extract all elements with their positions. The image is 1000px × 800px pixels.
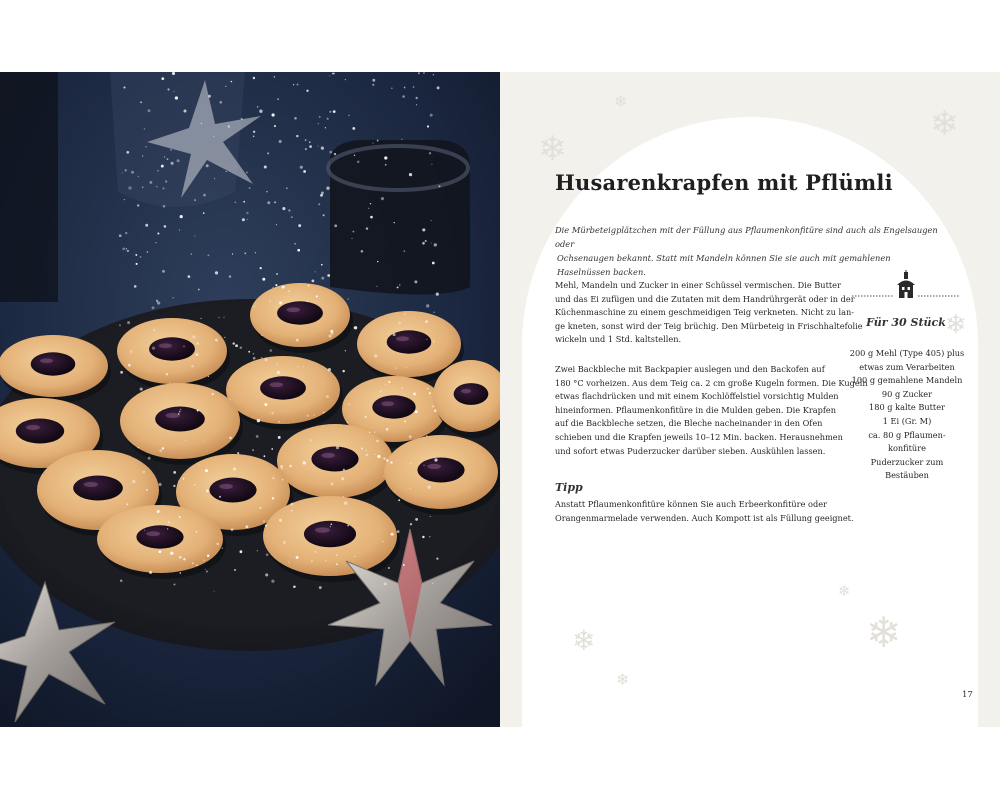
step-line: und das Ei zufügen und die Zutaten mit dem Handrührgerät oder in der [555,293,855,304]
ingredient-item: ca. 80 g Pflaumen- [868,429,946,440]
ingredient-item: konfitüre [888,443,926,454]
snowflake-icon: ❄ [616,670,630,689]
method-step-1 [555,279,863,347]
step-line: auf die Backbleche setzen, die Bleche nacheinander in den Ofen [555,418,823,429]
photo-glass-jar [330,140,470,295]
intro-line: Die Mürbeteigplätzchen mit der Füllung aus Pflaumenkonfitüre sind auch als Engelsaugen oder [555,225,938,249]
photo-page [0,72,500,727]
step-line: etwas flachdrücken und mit einem Kochlöffelstiel vorsichtig Mulden [555,391,839,402]
ingredient-item: 180 g kalte Butter [869,402,945,413]
step-line: und sofort etwas Puderzucker darüber sieben. Auskühlen lassen. [555,445,826,456]
step-line: Mehl, Mandeln und Zucker in einer Schüssel vermischen. Die Butter [555,280,841,290]
tip-text [555,497,855,525]
step-line: schieben und die Krapfen jeweils 10–12 Min. backen. Herausnehmen [555,431,843,442]
snowflake-icon: ❄ [614,92,628,111]
method-step-2 [555,363,868,458]
step-line: wickeln und 1 Std. kaltstellen. [555,334,682,345]
cookie-photo [0,72,500,727]
step-line: 180 °C vorheizen. Aus dem Teig ca. 2 cm große Kugeln formen. Die Kugeln [555,377,868,388]
step-line: ge kneten, sonst wird der Teig brüchig. Den Mürbeteig in Frischhaltefolie [555,320,863,331]
recipe-title: Husarenkrapfen mit Pflümli [555,170,893,195]
church-tower-icon [852,270,960,302]
ingredients-list [847,347,967,483]
tip-line: Orangenmarmelade verwenden. Auch Kompott ist als Füllung geeignet. [555,513,854,523]
recipe-page [500,72,1000,727]
step-line: Küchenmaschine zu einem geschmeidigen Teig verkneten. Nicht zu lan- [555,307,855,318]
ingredient-item: Bestäuben [885,470,929,481]
ingredient-item: etwas zum Verarbeiten [859,361,955,372]
book-spread [0,72,1000,727]
snowflake-icon: ❄ [538,129,567,169]
snowflake-icon: ❄ [930,104,959,144]
ingredient-item: 100 g gemahlene Mandeln [851,375,963,386]
ingredient-item: Puderzucker zum [870,456,944,467]
ingredient-item: 200 g Mehl (Type 405) plus [849,348,965,358]
tip-line: Anstatt Pflaumenkonfitüre können Sie auch Erbeerkonfitüre oder [555,499,827,509]
snowflake-icon: ❄ [945,310,967,340]
tip-heading: Tipp [555,481,583,494]
photo-left-bottle [0,72,58,302]
intro-line: Ochsenaugen bekannt. Statt mit Mandeln können Sie sie auch mit gemahlenen Haselnüssen backen. [557,253,891,277]
page-number: 17 [962,690,973,700]
ingredient-item: 1 Ei (Gr. M) [882,415,932,426]
snowflake-icon: ❄ [838,582,851,600]
snowflake-icon: ❄ [572,624,596,657]
step-line: Zwei Backbleche mit Backpapier auslegen und den Backofen auf [555,364,825,374]
servings-label: Für 30 Stück [866,316,946,329]
snowflake-icon: ❄ [866,608,902,657]
ingredient-item: 90 g Zucker [881,388,933,399]
step-line: hineinformen. Pflaumenkonfitüre in die Mulden geben. Die Krapfen [555,404,837,415]
